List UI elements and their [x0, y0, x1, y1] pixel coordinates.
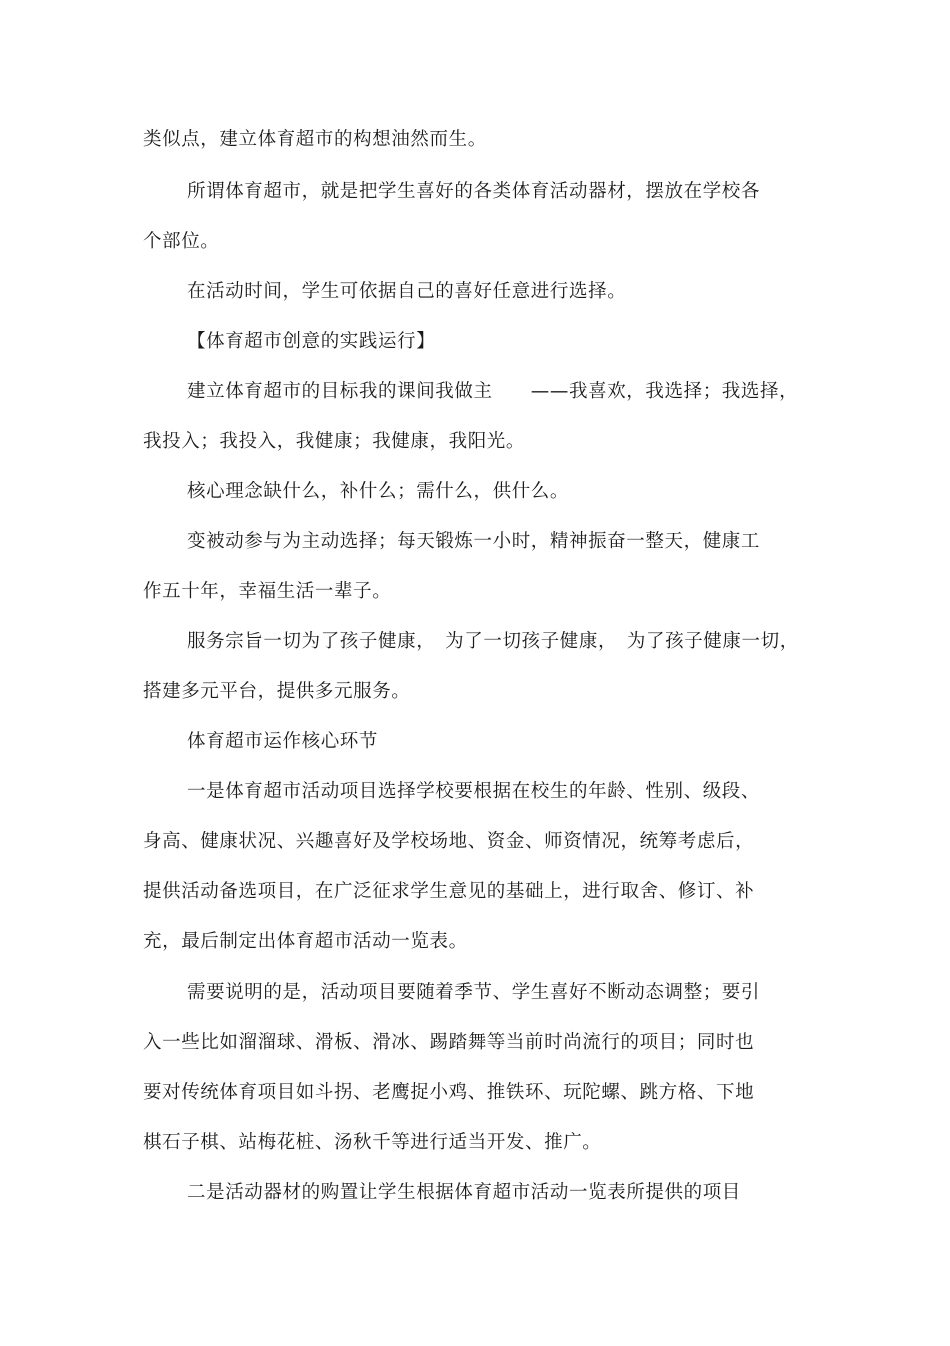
- text-line: 搭建多元平台，提供多元服务。: [143, 681, 411, 702]
- text-line: 建立体育超市的目标我的课间我做主 ——我喜欢，我选择；我选择，: [187, 381, 799, 402]
- text-line: 在活动时间，学生可依据自己的喜好任意进行选择。: [187, 281, 627, 302]
- text-line: 类似点，建立体育超市的构想油然而生。: [143, 129, 487, 150]
- text-line: 要对传统体育项目如斗拐、老鹰捉小鸡、推铁环、玩陀螺、跳方格、下地: [143, 1082, 755, 1103]
- text-line: 一是体育超市活动项目选择学校要根据在校生的年龄、性别、级段、: [187, 781, 761, 802]
- text-line: 个部位。: [143, 231, 220, 252]
- text-line: 充，最后制定出体育超市活动一览表。: [143, 931, 468, 952]
- section-heading: 体育超市运作核心环节: [187, 731, 379, 752]
- section-heading: 【体育超市创意的实践运行】: [187, 331, 436, 352]
- text-line: 我投入；我投入，我健康；我健康，我阳光。: [143, 431, 526, 452]
- text-line: 所谓体育超市，就是把学生喜好的各类体育活动器材，摆放在学校各: [187, 181, 761, 202]
- text-line: 棋石子棋、站梅花桩、汤秋千等进行适当开发、推广。: [143, 1132, 602, 1153]
- text-line: 需要说明的是，活动项目要随着季节、学生喜好不断动态调整；要引: [187, 982, 761, 1003]
- text-line: 变被动参与为主动选择；每天锻炼一小时，精神振奋一整天，健康工: [187, 531, 761, 552]
- text-line: 提供活动备选项目，在广泛征求学生意见的基础上，进行取舍、修订、补: [143, 881, 755, 902]
- text-line: 服务宗旨一切为了孩子健康， 为了一切孩子健康， 为了孩子健康一切，: [187, 631, 799, 652]
- text-line: 入一些比如溜溜球、滑板、滑冰、踢踏舞等当前时尚流行的项目；同时也: [143, 1032, 755, 1053]
- text-line: 作五十年，幸福生活一辈子。: [143, 581, 392, 602]
- text-line: 二是活动器材的购置让学生根据体育超市活动一览表所提供的项目: [187, 1182, 741, 1203]
- text-line: 核心理念缺什么，补什么；需什么，供什么。: [187, 481, 570, 502]
- text-line: 身高、健康状况、兴趣喜好及学校场地、资金、师资情况，统筹考虑后，: [143, 831, 755, 852]
